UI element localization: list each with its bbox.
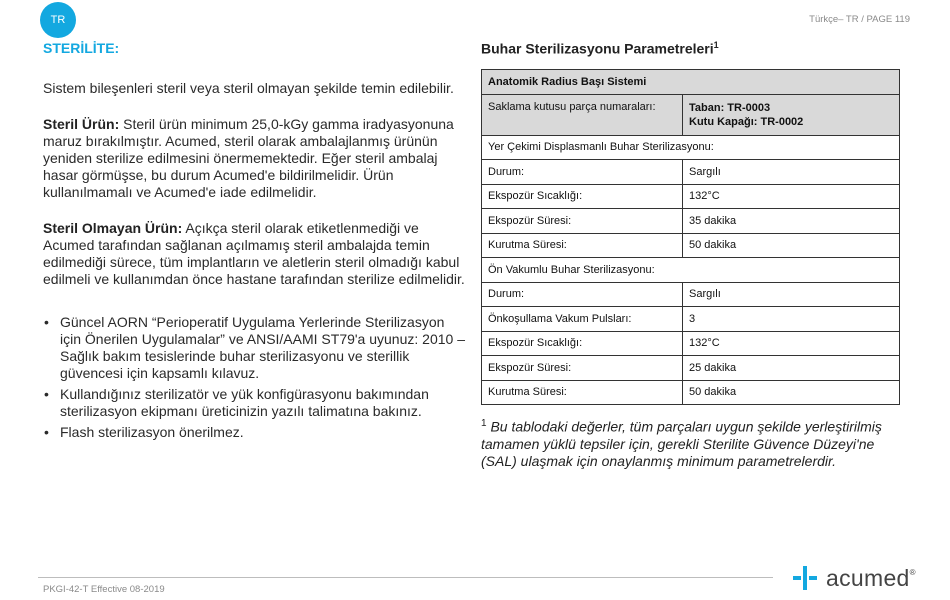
footer-divider <box>38 577 773 578</box>
language-badge: TR <box>40 2 76 38</box>
table-title-footnote-mark: 1 <box>713 40 719 50</box>
param-label: Ekspozür Sıcaklığı: <box>482 184 683 209</box>
nonsterile-product-label: Steril Olmayan Ürün: <box>43 220 183 236</box>
plus-cross-icon <box>793 566 817 590</box>
sterile-product-text: Steril ürün minimum 25,0-kGy gamma iradyasyonuna maruz bırakılmıştır. Acumed, steril olarak ambalajlanmış ürünün yeniden sterilize edilmesini önermemektedir. Eğer steril ambalaj hasar görmüşse, bu durum Acumed'e bildirilmelidir. Ürün kullanılmamalı ve Acumed'e iade edilmelidir. <box>43 116 454 200</box>
param-value: 132°C <box>683 184 900 209</box>
sterilization-parameters-table <box>481 69 900 406</box>
param-label: Önkoşullama Vakum Pulsları: <box>482 307 683 332</box>
lid-part-number: Kutu Kapağı: TR-0002 <box>689 115 804 128</box>
table-footnote <box>481 415 901 470</box>
table-row <box>482 356 900 381</box>
param-value: 50 dakika <box>683 380 900 405</box>
table-row <box>482 184 900 209</box>
base-part-number: Taban: TR-0003 <box>689 101 771 114</box>
part-numbers-label: Saklama kutusu parça numaraları: <box>482 94 683 135</box>
system-header-row <box>482 69 900 94</box>
footnote-mark: 1 <box>481 418 487 430</box>
sterility-section <box>43 40 468 445</box>
system-name-cell: Anatomik Radius Başı Sistemi <box>482 69 900 94</box>
prevac-heading-row <box>482 258 900 283</box>
gravity-heading-cell: Yer Çekimi Displasmanlı Buhar Sterilizasyonu: <box>482 135 900 160</box>
bullet-item: • Flash sterilizasyon önerilmez. <box>43 424 468 441</box>
table-row <box>482 160 900 185</box>
sterile-product-label: Steril Ürün: <box>43 116 120 132</box>
param-value: 132°C <box>683 331 900 356</box>
param-value: 3 <box>683 307 900 332</box>
param-label: Durum: <box>482 282 683 307</box>
param-value: 50 dakika <box>683 233 900 258</box>
nonsterile-product-paragraph <box>43 220 468 288</box>
table-row <box>482 331 900 356</box>
section-title: STERİLİTE: <box>43 40 120 56</box>
param-label: Durum: <box>482 160 683 185</box>
table-row <box>482 380 900 405</box>
prevac-heading-cell: Ön Vakumlu Buhar Sterilizasyonu: <box>482 258 900 283</box>
bullet-item: • Kullandığınız sterilizatör ve yük konfigürasyonu bakımından sterilizasyon ekipmanı üreticinizin yazılı talimatına bakınız. <box>43 386 468 420</box>
page-label: Türkçe– TR / PAGE 119 <box>809 14 910 25</box>
param-label: Ekspozür Süresi: <box>482 209 683 234</box>
table-row <box>482 209 900 234</box>
param-label: Ekspozür Sıcaklığı: <box>482 331 683 356</box>
gravity-heading-row <box>482 135 900 160</box>
param-value: Sargılı <box>683 282 900 307</box>
nonsterile-product-text: Açıkça steril olarak etiketlenmediği ve Acumed tarafından sağlanan açılmamış steril ambalajda temin edilmediği sürece, tüm implantların ve aletlerin steril olmadığı kabul edilmeli ve kullanımdan önce hastane tarafından sterilize edilmelidir. <box>43 220 465 287</box>
document-code: PKGI-42-T Effective 08-2019 <box>43 584 165 595</box>
acumed-logo <box>793 566 916 590</box>
table-row <box>482 233 900 258</box>
bullet-item: • Güncel AORN “Perioperatif Uygulama Yerlerinde Sterilizasyon için Önerilen Uygulamalar” ve ANSI/AAMI ST79'a uyunuz: 2010 – Sağlık bakım tesislerinde buhar sterilizasyonu ve sterillik güvencesi için kapsamlı kılavuz. <box>43 314 468 382</box>
param-label: Kurutma Süresi: <box>482 233 683 258</box>
param-value: 25 dakika <box>683 356 900 381</box>
table-row <box>482 307 900 332</box>
intro-paragraph: Sistem bileşenleri steril veya steril olmayan şekilde temin edilebilir. <box>43 80 454 96</box>
table-title <box>481 40 901 57</box>
logo-wordmark: acumed <box>826 564 910 591</box>
param-value: Sargılı <box>683 160 900 185</box>
table-title-text: Buhar Sterilizasyonu Parametreleri <box>481 40 714 57</box>
param-value: 35 dakika <box>683 209 900 234</box>
param-label: Kurutma Süresi: <box>482 380 683 405</box>
footnote-text: Bu tablodaki değerler, tüm parçaları uygun şekilde yerleştirilmiş tamamen yüklü tepsiler için, gerekli Sterilite Güvence Düzeyi'ne (SAL) ulaşmak için onaylanmış minimum parametrelerdir. <box>481 418 882 469</box>
steam-sterilization-section <box>481 40 901 470</box>
guidance-bullet-list <box>43 314 468 441</box>
part-numbers-row <box>482 94 900 135</box>
table-row <box>482 282 900 307</box>
param-label: Ekspozür Süresi: <box>482 356 683 381</box>
registered-mark: ® <box>909 568 916 577</box>
sterile-product-paragraph <box>43 116 468 201</box>
part-numbers-value <box>683 94 900 135</box>
